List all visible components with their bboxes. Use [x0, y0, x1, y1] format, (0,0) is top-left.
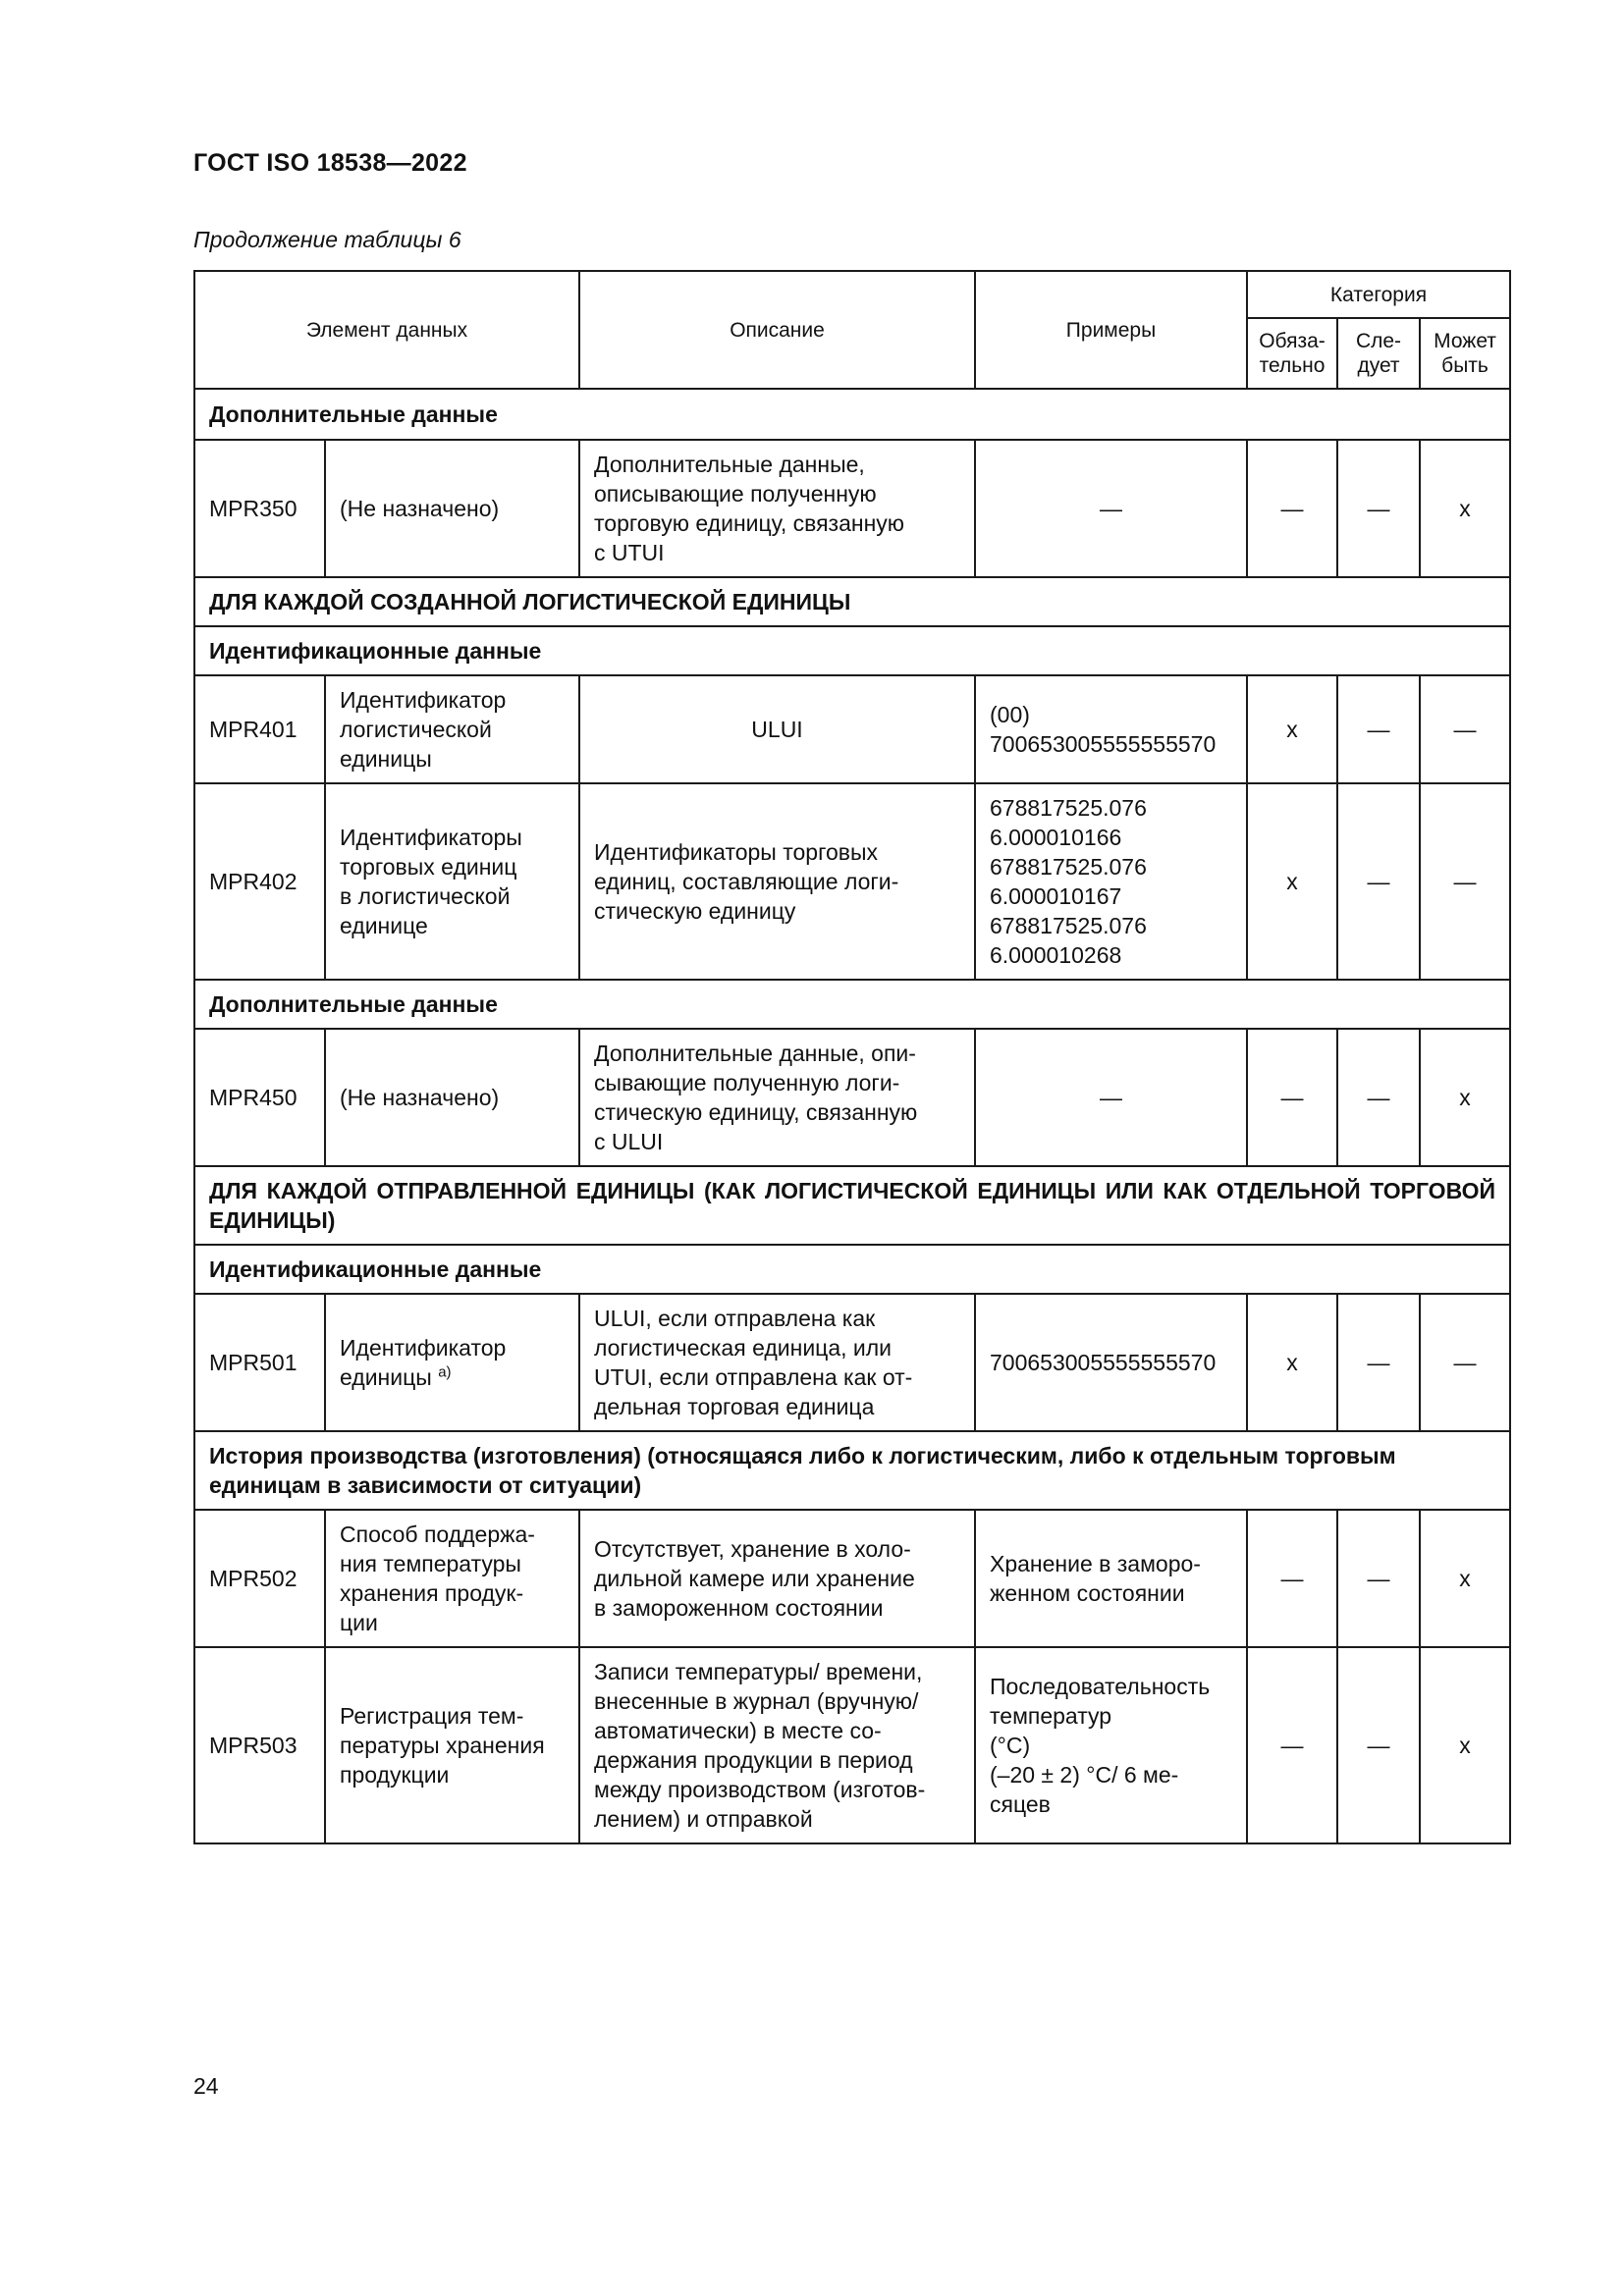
- row-examples: Хранение в заморо- женном состоянии: [975, 1510, 1247, 1647]
- row-examples: 700653005555555570: [975, 1294, 1247, 1431]
- row-may: —: [1420, 675, 1510, 783]
- row-mandatory: x: [1247, 783, 1337, 980]
- row-description: Записи температуры/ времени, внесенные в журнал (вручную/ автоматически) в месте со- держания продукции в период между производством (изготов- лением) и отправкой: [579, 1647, 975, 1843]
- row-description: Дополнительные данные, описывающие полученную торговую единицу, связанную с UTUI: [579, 440, 975, 577]
- row-may: x: [1420, 1510, 1510, 1647]
- row-examples: (00) 700653005555555570: [975, 675, 1247, 783]
- row-name: [325, 1294, 579, 1431]
- table-row: [194, 1029, 1510, 1166]
- row-should: —: [1337, 1029, 1420, 1166]
- row-may: —: [1420, 783, 1510, 980]
- header-element: Элемент данных: [194, 271, 579, 389]
- section-row: [194, 980, 1510, 1029]
- row-should: —: [1337, 1510, 1420, 1647]
- row-mandatory: —: [1247, 1647, 1337, 1843]
- row-name-line1: Идентификатор: [340, 1335, 507, 1361]
- section-title: Идентификационные данные: [194, 626, 1510, 675]
- row-examples: Последовательность температур (°C) (–20 ± 2) °C/ 6 ме- сяцев: [975, 1647, 1247, 1843]
- row-examples: —: [975, 440, 1247, 577]
- table-caption: Продолжение таблицы 6: [193, 227, 461, 252]
- row-should: —: [1337, 675, 1420, 783]
- row-mandatory: —: [1247, 1510, 1337, 1647]
- row-description: Дополнительные данные, опи- сывающие полученную логи- стическую единицу, связанную с ULUI: [579, 1029, 975, 1166]
- header-category: Категория: [1247, 271, 1510, 318]
- table-header-row: [194, 271, 1510, 318]
- row-name: Регистрация тем- пературы хранения продукции: [325, 1647, 579, 1843]
- table-row: [194, 783, 1510, 980]
- row-may: x: [1420, 1029, 1510, 1166]
- row-should: —: [1337, 783, 1420, 980]
- row-may: x: [1420, 1647, 1510, 1843]
- section-title: Идентификационные данные: [194, 1245, 1510, 1294]
- row-mandatory: —: [1247, 1029, 1337, 1166]
- row-name-line2: единицы: [340, 1364, 432, 1390]
- row-code: MPR503: [194, 1647, 325, 1843]
- row-mandatory: x: [1247, 675, 1337, 783]
- table-row: [194, 1510, 1510, 1647]
- document-header: ГОСТ ISO 18538—2022: [193, 149, 467, 177]
- header-should: Сле- дует: [1337, 318, 1420, 389]
- row-code: MPR350: [194, 440, 325, 577]
- row-examples: 678817525.076 6.000010166 678817525.076 6.000010167 678817525.076 6.000010268: [975, 783, 1247, 980]
- section-title: ДЛЯ КАЖДОЙ ОТПРАВЛЕННОЙ ЕДИНИЦЫ (КАК ЛОГИСТИЧЕСКОЙ ЕДИНИЦЫ ИЛИ КАК ОТДЕЛЬНОЙ ТОРГОВОЙ ЕДИНИЦЫ): [194, 1166, 1510, 1245]
- row-name: (Не назначено): [325, 440, 579, 577]
- row-code: MPR501: [194, 1294, 325, 1431]
- section-row: [194, 626, 1510, 675]
- row-code: MPR402: [194, 783, 325, 980]
- table-row: [194, 675, 1510, 783]
- header-mandatory: Обяза- тельно: [1247, 318, 1337, 389]
- table-row: [194, 440, 1510, 577]
- row-code: MPR401: [194, 675, 325, 783]
- section-title: ДЛЯ КАЖДОЙ СОЗДАННОЙ ЛОГИСТИЧЕСКОЙ ЕДИНИЦЫ: [194, 577, 1510, 626]
- row-mandatory: —: [1247, 440, 1337, 577]
- row-name: (Не назначено): [325, 1029, 579, 1166]
- row-description: Отсутствует, хранение в холо- дильной камере или хранение в замороженном состоянии: [579, 1510, 975, 1647]
- row-should: —: [1337, 1647, 1420, 1843]
- row-description: ULUI: [579, 675, 975, 783]
- table-row: [194, 1647, 1510, 1843]
- section-row: [194, 577, 1510, 626]
- row-name: Идентификатор логистической единицы: [325, 675, 579, 783]
- row-name: Способ поддержа- ния температуры хранения продук- ции: [325, 1510, 579, 1647]
- row-may: —: [1420, 1294, 1510, 1431]
- section-title: Дополнительные данные: [194, 980, 1510, 1029]
- section-row: [194, 1431, 1510, 1510]
- row-code: MPR502: [194, 1510, 325, 1647]
- section-row: [194, 1245, 1510, 1294]
- section-title: История производства (изготовления) (относящаяся либо к логистическим, либо к отдельным торговым единицам в зависимости от ситуации): [194, 1431, 1510, 1510]
- table-row: [194, 1294, 1510, 1431]
- header-may: Может быть: [1420, 318, 1510, 389]
- page-number: 24: [193, 2073, 219, 2099]
- row-description: ULUI, если отправлена как логистическая единица, или UTUI, если отправлена как от- дельная торговая единица: [579, 1294, 975, 1431]
- row-should: —: [1337, 440, 1420, 577]
- row-description: Идентификаторы торговых единиц, составляющие логи- стическую единицу: [579, 783, 975, 980]
- row-name: Идентификаторы торговых единиц в логистической единице: [325, 783, 579, 980]
- header-examples: Примеры: [975, 271, 1247, 389]
- section-row: [194, 389, 1510, 440]
- row-mandatory: x: [1247, 1294, 1337, 1431]
- header-description: Описание: [579, 271, 975, 389]
- section-row: [194, 1166, 1510, 1245]
- section-title: Дополнительные данные: [194, 389, 1510, 440]
- row-examples: —: [975, 1029, 1247, 1166]
- row-may: x: [1420, 440, 1510, 577]
- row-code: MPR450: [194, 1029, 325, 1166]
- footnote-marker: a): [438, 1363, 452, 1381]
- data-elements-table: [193, 270, 1511, 1844]
- row-should: —: [1337, 1294, 1420, 1431]
